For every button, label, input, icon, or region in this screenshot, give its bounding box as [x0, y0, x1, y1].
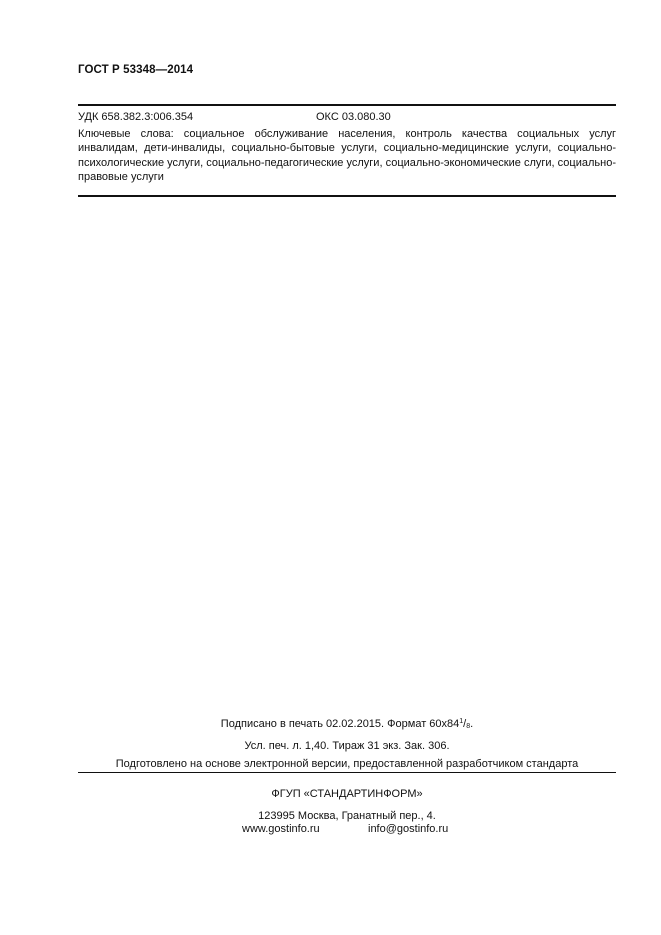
keywords-paragraph: Ключевые слова: социальное обслуживание населения, контроль качества социальных услуг инвалидам, дети-инвалиды, социально-бытовые услуги, социально-медицинские услуги, социально-психологические услуги, социально-педагогические услуги, социально-экономические слуги, социально-правовые услуги — [78, 128, 616, 183]
signed-text: Подписано в печать 02.02.2015. Формат 60х84 — [220, 718, 460, 730]
oks-code: ОКС 03.080.30 — [316, 111, 391, 123]
top-rule — [78, 104, 616, 106]
imprint-rule — [78, 772, 616, 773]
standard-code: ГОСТ Р 53348—2014 — [78, 64, 194, 76]
publisher-address: 123995 Москва, Гранатный пер., 4. — [258, 810, 436, 822]
website-link[interactable]: www.gostinfo.ru — [242, 823, 320, 835]
format-numerator: 1 — [459, 718, 464, 725]
format-denominator: 8 — [466, 723, 471, 730]
publisher-name: ФГУП «СТАНДАРТИНФОРМ» — [271, 788, 423, 800]
keywords-rule — [78, 195, 616, 197]
print-details: Усл. печ. л. 1,40. Тираж 31 экз. Зак. 306. — [244, 740, 450, 752]
udk-code: УДК 658.382.3:006.354 — [78, 111, 194, 123]
email-link[interactable]: info@gostinfo.ru — [368, 823, 449, 835]
format-suffix: . — [470, 718, 474, 730]
signed-for-print: Подписано в печать 02.02.2015. Формат $60х84^1/_8$. — [220, 718, 474, 730]
prepared-note: Подготовлено на основе электронной версии, предоставленной разработчиком стандарта — [115, 758, 579, 770]
